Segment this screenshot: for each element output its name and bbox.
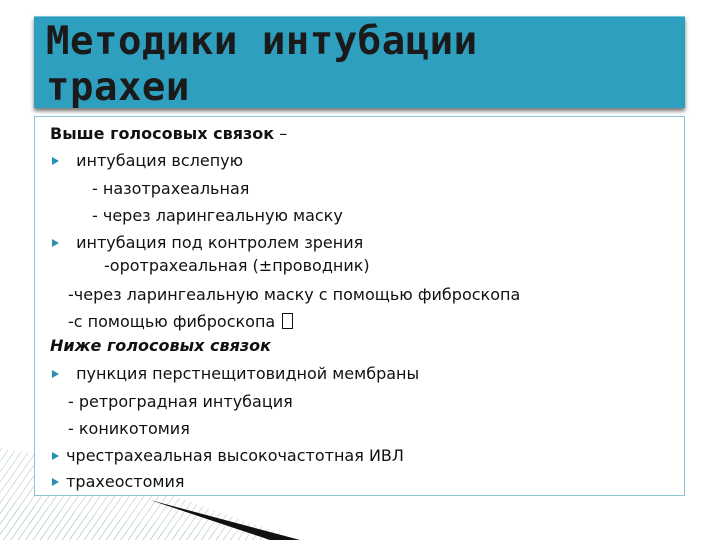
- section-heading-above-dash: –: [274, 124, 288, 143]
- list-item-text: интубация вслепую: [76, 151, 244, 170]
- list-item: [52, 446, 404, 466]
- triangle-bullet-icon: [52, 452, 59, 460]
- list-item: [52, 233, 363, 253]
- list-item-text: трахеостомия: [66, 472, 185, 491]
- list-item-text: пункция перстнещитовидной мембраны: [76, 364, 420, 383]
- list-item-text: чрестрахеальная высокочастотная ИВЛ: [66, 446, 404, 465]
- triangle-bullet-icon: [52, 157, 59, 165]
- slide-title: Методики интубации трахеи: [46, 19, 478, 110]
- sub-item: -оротрахеальная (±проводник): [104, 256, 370, 275]
- sub-item: -через ларингеальную маску с помощью фиброскопа: [68, 285, 521, 304]
- missing-glyph-box: [282, 313, 293, 329]
- list-item: [52, 472, 184, 492]
- sub-item: [68, 312, 293, 332]
- list-item: [52, 151, 243, 171]
- list-item-text: интубация под контролем зрения: [76, 233, 364, 252]
- slide-title-banner: [34, 16, 685, 108]
- section-heading-above-bold: Выше голосовых связок: [50, 124, 275, 143]
- sub-item: - назотрахеальная: [92, 179, 250, 198]
- list-item: [52, 364, 419, 384]
- content-frame: [34, 116, 685, 496]
- triangle-bullet-icon: [52, 370, 59, 378]
- sub-item: - через ларингеальную маску: [92, 206, 343, 225]
- sub-item: - ретроградная интубация: [68, 392, 293, 411]
- sub-item: - коникотомия: [68, 419, 190, 438]
- triangle-bullet-icon: [52, 478, 59, 486]
- sub-item-text: -с помощью фиброскопа: [68, 312, 281, 331]
- section-heading-below: [50, 336, 271, 356]
- triangle-bullet-icon: [52, 239, 59, 247]
- section-heading-above: [50, 124, 287, 144]
- section-heading-below-text: Ниже голосовых связок: [50, 336, 271, 355]
